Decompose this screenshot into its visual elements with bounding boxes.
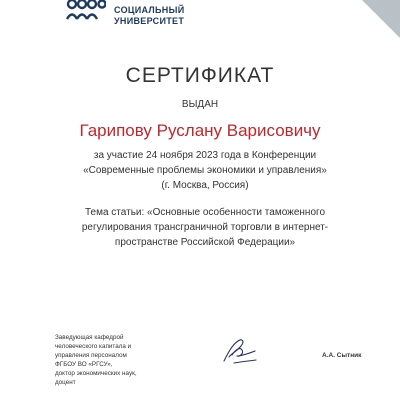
signer-position: [55, 333, 195, 387]
position-line: Заведующая кафедрой: [55, 334, 124, 341]
topic-line: пространстве Российской Федерации»: [114, 237, 296, 248]
topic-line: регулирования трансграничной торговли в интернет-: [81, 222, 329, 233]
article-topic: [60, 205, 350, 250]
recipient-name: Гарипову Руслану Варисовичу: [79, 121, 321, 140]
issued-label: ВЫДАН: [181, 99, 219, 110]
signer-name: А.А. Сытник: [322, 352, 362, 359]
university-logo: [66, 0, 185, 26]
certificate-title: СЕРТИФИКАТ: [125, 64, 275, 87]
logo-line-1: СОЦИАЛЬНЫЙ: [114, 5, 185, 15]
people-logo-icon: [66, 0, 106, 20]
event-line: за участие 24 ноября 2023 года в Конференции: [93, 150, 317, 161]
position-line: человеческого капитала и: [55, 343, 132, 350]
logo-line-2: УНИВЕРСИТЕТ: [114, 16, 185, 26]
event-line: (г. Москва, Россия): [161, 180, 249, 191]
event-line: «Современные проблемы экономики и управления»: [83, 165, 327, 176]
position-line: доктор экономических наук,: [55, 370, 137, 377]
signature-icon: [218, 335, 260, 367]
position-line: управления персоналом: [55, 352, 127, 359]
position-line: доцент: [55, 379, 76, 386]
event-description: [60, 148, 350, 193]
corner-decoration: [362, 0, 400, 38]
position-line: ФГБОУ ВО «РГСУ»,: [55, 361, 113, 368]
topic-line: Тема статьи: «Основные особенности таможенного: [84, 207, 325, 218]
logo-text: [114, 0, 185, 27]
